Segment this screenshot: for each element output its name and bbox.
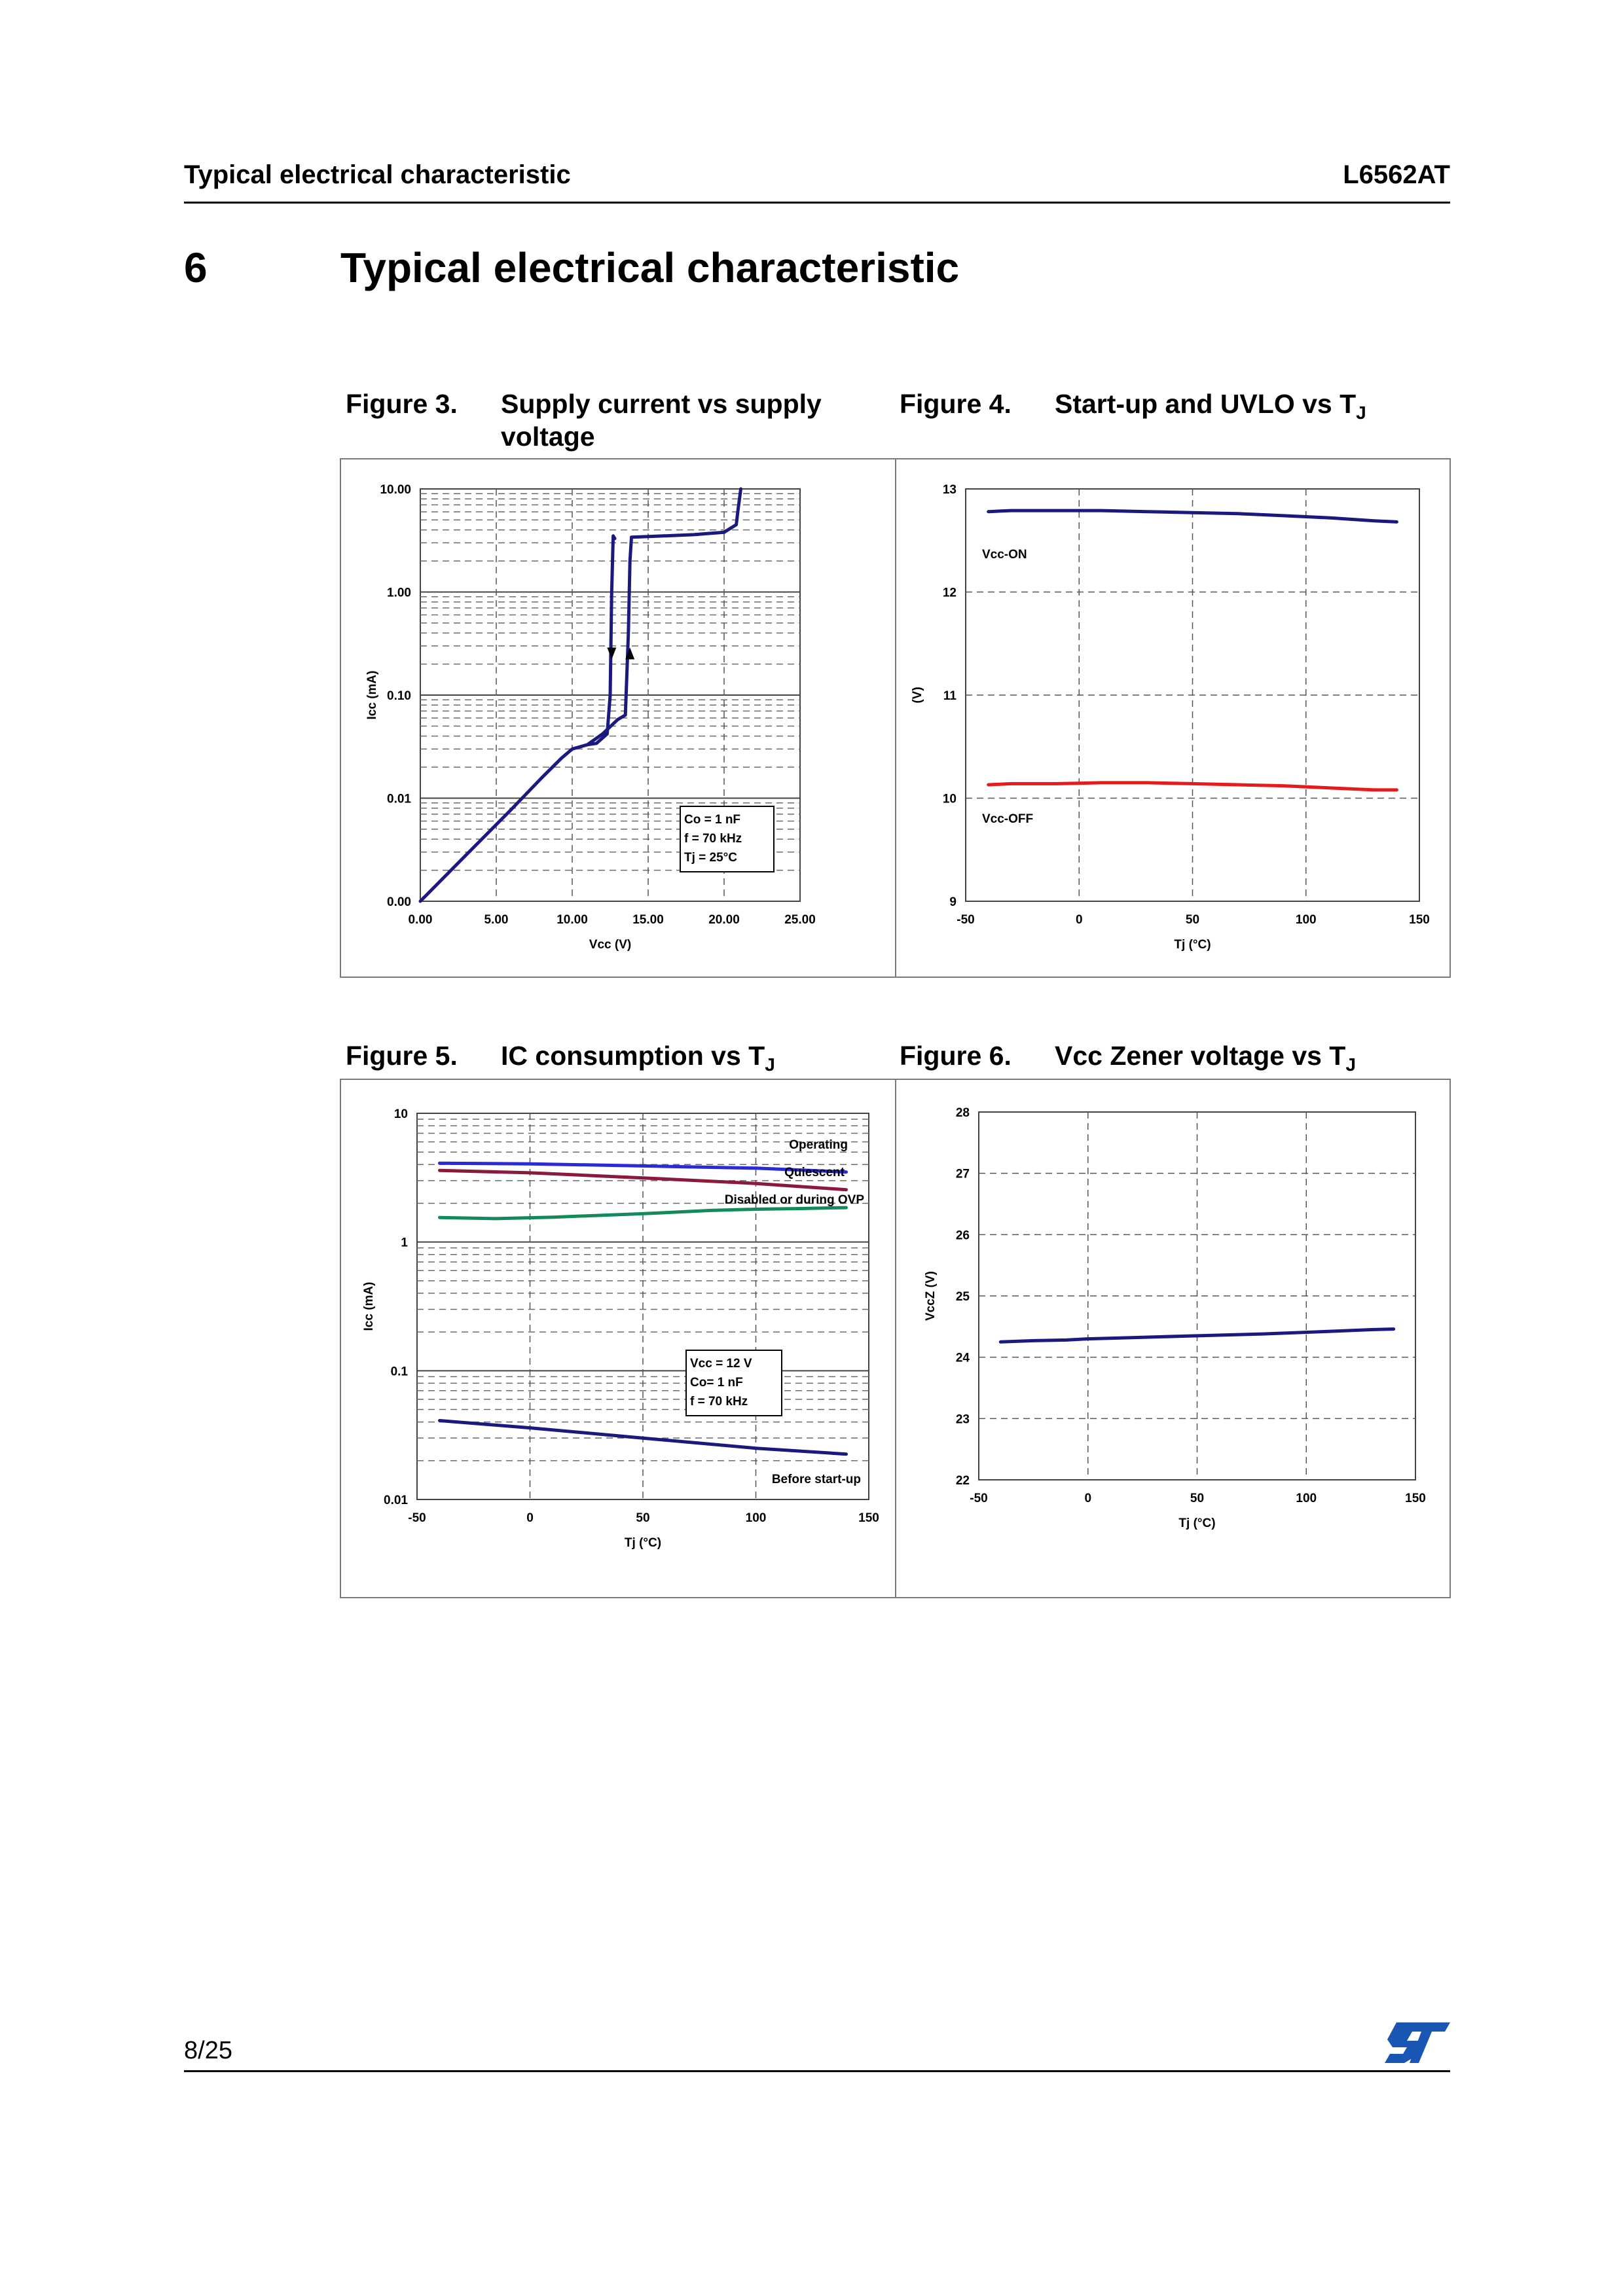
- y-axis-title: (V): [911, 687, 924, 704]
- x-axis-title: Tj (°C): [1178, 1516, 1216, 1530]
- y-tick-label: 0.00: [387, 895, 411, 909]
- figure-3-title: Supply current vs supply voltage: [501, 389, 822, 452]
- figure-5-chart: [344, 1082, 892, 1596]
- annotation-text: f = 70 kHz: [684, 832, 742, 846]
- y-tick-label: 10: [393, 1107, 408, 1121]
- figure-4-chart: [898, 461, 1447, 975]
- y-tick-label: 27: [955, 1167, 970, 1181]
- st-logo-icon: [1385, 2021, 1450, 2064]
- x-tick-label: 150: [1409, 913, 1430, 927]
- x-tick-label: 25.00: [784, 913, 816, 927]
- y-axis-title: Icc (mA): [362, 1282, 376, 1331]
- y-tick-label: 10.00: [380, 483, 411, 497]
- x-tick-label: 50: [636, 1511, 650, 1525]
- annotation-text: Co = 1 nF: [684, 813, 741, 827]
- x-tick-label: 0: [526, 1511, 534, 1525]
- y-axis-title: VccZ (V): [924, 1270, 938, 1321]
- y-tick-label: 10: [942, 792, 957, 806]
- x-tick-label: 0.00: [408, 913, 433, 927]
- y-tick-label: 0.01: [384, 1494, 408, 1507]
- figure-3-chart: [344, 461, 892, 975]
- x-tick-label: 20.00: [708, 913, 740, 927]
- y-tick-label: 0.10: [387, 689, 411, 703]
- figure-4-title: [1055, 387, 1448, 429]
- series-label: Quiescent: [784, 1166, 845, 1179]
- y-tick-label: 13: [942, 483, 957, 497]
- y-tick-label: 0.01: [387, 792, 411, 806]
- figure-3-number: Figure 3.: [346, 389, 458, 419]
- figure-4-number: Figure 4.: [900, 389, 1012, 419]
- footer-rule: [184, 2070, 1450, 2072]
- figure-6-number: Figure 6.: [900, 1041, 1012, 1071]
- figure-5-title: [501, 1039, 867, 1081]
- x-tick-label: -50: [957, 913, 975, 927]
- running-header-part-number: L6562AT: [1343, 160, 1450, 189]
- y-tick-label: 24: [955, 1351, 970, 1365]
- figure-6-title-subscript: J: [1345, 1054, 1356, 1075]
- annotation-text: Co= 1 nF: [690, 1376, 743, 1390]
- x-tick-label: -50: [408, 1511, 426, 1525]
- figure-6-title-text: Vcc Zener voltage vs T: [1055, 1041, 1346, 1071]
- x-axis-title: Tj (°C): [624, 1536, 662, 1550]
- figure-5-title-text: IC consumption vs T: [501, 1041, 765, 1071]
- series-label: Vcc-OFF: [982, 812, 1034, 826]
- x-tick-label: 150: [1405, 1492, 1426, 1505]
- page-number: 8/25: [184, 2037, 232, 2064]
- x-tick-label: 0: [1075, 913, 1083, 927]
- annotation-text: Tj = 25°C: [684, 851, 737, 865]
- x-tick-label: 150: [858, 1511, 879, 1525]
- x-axis-title: Vcc (V): [589, 938, 632, 952]
- st-logo-shape: [1385, 2022, 1450, 2063]
- header-rule: [184, 202, 1450, 204]
- x-axis-title: Tj (°C): [1174, 938, 1211, 952]
- series-label: Operating: [789, 1138, 848, 1152]
- bottom-panel-divider: [895, 1079, 896, 1598]
- x-tick-label: -50: [970, 1492, 988, 1505]
- y-tick-label: 28: [955, 1106, 970, 1120]
- y-axis-title: Icc (mA): [365, 670, 379, 720]
- x-tick-label: 100: [1296, 1492, 1317, 1505]
- y-tick-label: 9: [949, 895, 957, 909]
- section-number: 6: [184, 244, 208, 291]
- section-title: Typical electrical characteristic: [340, 244, 960, 291]
- x-tick-label: 0: [1084, 1492, 1092, 1505]
- y-tick-label: 12: [942, 586, 957, 600]
- y-tick-label: 11: [943, 689, 957, 703]
- series-label: Vcc-ON: [982, 548, 1027, 562]
- x-tick-label: 15.00: [632, 913, 664, 927]
- y-tick-label: 25: [955, 1290, 970, 1304]
- x-tick-label: 50: [1185, 913, 1200, 927]
- x-tick-label: 100: [745, 1511, 767, 1525]
- x-tick-label: 100: [1295, 913, 1317, 927]
- figure-5-number: Figure 5.: [346, 1041, 458, 1071]
- figure-4-title-subscript: J: [1356, 403, 1366, 423]
- y-tick-label: 1: [401, 1236, 408, 1250]
- y-tick-label: 23: [955, 1412, 970, 1427]
- x-tick-label: 5.00: [484, 913, 509, 927]
- figure-6-title: [1055, 1039, 1448, 1081]
- annotation-text: Vcc = 12 V: [690, 1357, 752, 1371]
- figure-5-title-subscript: J: [765, 1054, 775, 1075]
- figure-4-title-text: Start-up and UVLO vs T: [1055, 389, 1357, 419]
- top-panel-divider: [895, 458, 896, 978]
- y-tick-label: 1.00: [387, 586, 411, 600]
- y-tick-label: 22: [955, 1474, 970, 1488]
- y-tick-label: 0.1: [390, 1365, 408, 1379]
- x-tick-label: 50: [1190, 1492, 1205, 1505]
- annotation-text: f = 70 kHz: [690, 1395, 748, 1408]
- running-header-title: Typical electrical characteristic: [184, 160, 571, 189]
- series-label: Before start-up: [771, 1473, 861, 1486]
- x-tick-label: 10.00: [556, 913, 588, 927]
- series-label: Disabled or during OVP: [724, 1193, 864, 1207]
- figure-6-chart: [898, 1082, 1447, 1596]
- y-tick-label: 26: [955, 1229, 970, 1243]
